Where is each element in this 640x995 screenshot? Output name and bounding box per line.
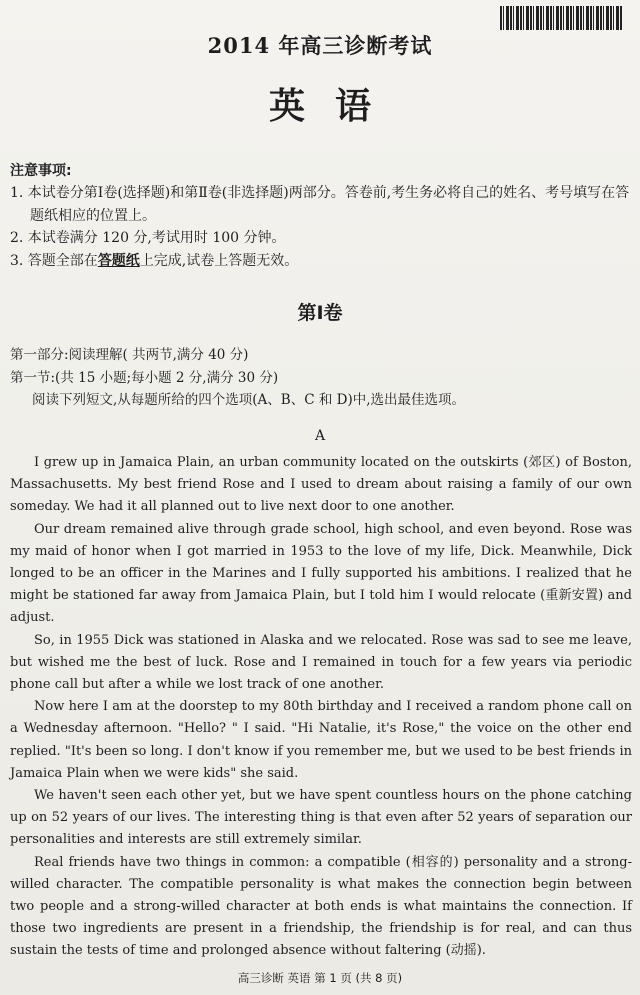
subject-title: 英语 bbox=[268, 86, 401, 127]
barcode bbox=[500, 6, 622, 30]
volume-title: 第Ⅰ卷 bbox=[297, 302, 343, 324]
passage-paragraph: I grew up in Jamaica Plain, an urban community located on the outskirts (郊区) of Boston, Massachusetts. My best friend Rose and I used to dream about raising a family of our own someday. We had it all planned out to live next door to one another. bbox=[10, 455, 632, 515]
notice-heading: 注意事项: bbox=[10, 163, 72, 179]
exam-title: 2014 年高三诊断考试 bbox=[207, 33, 433, 58]
passage-paragraph: So, in 1955 Dick was stationed in Alaska and we relocated. Rose was sad to see me leave, but wished me the best of luck. Rose and I remained in touch for a few years via periodic phone call but after a while we lost track of one another. bbox=[10, 632, 632, 693]
passage-paragraph: Our dream remained alive through grade school, high school, and even beyond. Rose was my maid of honor when I got married in 1953 to the love of my life, Dick. Meanwhile, Dick longed to be an officer in the Marines and I fully supported his ambitions. I realized that he might be stationed far away from Jamaica Plain, but I told him I would relocate (重新安置) and adjust. bbox=[10, 521, 632, 626]
passage-a bbox=[10, 452, 632, 963]
notice-item-3 bbox=[10, 250, 632, 273]
page-footer: 高三诊断 英语 第 1 页 (共 8 页) bbox=[237, 971, 403, 985]
passage-paragraph: We haven't seen each other yet, but we have spent countless hours on the phone catching up on 52 years of our lives. The interesting thing is that even after 52 years of separation our personalities and interests are still extremely similar. bbox=[10, 788, 632, 848]
notice-item-3-post: 上完成,试卷上答题无效。 bbox=[139, 252, 299, 269]
passage-paragraph: Now here I am at the doorstep to my 80th birthday and I received a random phone call on a Wednesday afternoon. "Hello? " I said. "Hi Natalie, it's Rose," the voice on the other end replied. "It's been so long. I don't know if you remember me, but we used to be best friends in Jamaica Plain when we were kids" she said. bbox=[10, 699, 632, 781]
answer-sheet-term: 答题纸 bbox=[97, 252, 140, 269]
passage-paragraph: Real friends have two things in common: a compatible (相容的) personality and a strong-willed character. The compatible personality is what makes the connection begin between two people and a strong-willed character at both ends is what maintains the connection. If those two ingredients are present in a friendship, the friendship is for real, and can thus sustain the tests of time and prolonged absence without faltering (动摇). bbox=[10, 854, 632, 959]
notice-item-2: 2. 本试卷满分 120 分,考试用时 100 分钟。 bbox=[10, 230, 286, 246]
section-one-title: 第一节:(共 15 小题;每小题 2 分,满分 30 分) bbox=[10, 369, 279, 386]
notice-item-1: 1. 本试卷分第Ⅰ卷(选择题)和第Ⅱ卷(非选择题)两部分。答卷前,考生务必将自己的姓名、考号填写在答题纸相应的位置上。 bbox=[10, 185, 630, 224]
part-one-header bbox=[10, 344, 632, 412]
section-instruction: 阅读下列短文,从每题所给的四个选项(A、B、C 和 D)中,选出最佳选项。 bbox=[32, 392, 466, 408]
part-one-title: 第一部分:阅读理解( 共两节,满分 40 分) bbox=[10, 347, 249, 363]
notice-item-3-pre: 3. 答题全部在 bbox=[10, 252, 98, 269]
passage-label: A bbox=[314, 428, 326, 444]
notice-list bbox=[10, 182, 632, 272]
